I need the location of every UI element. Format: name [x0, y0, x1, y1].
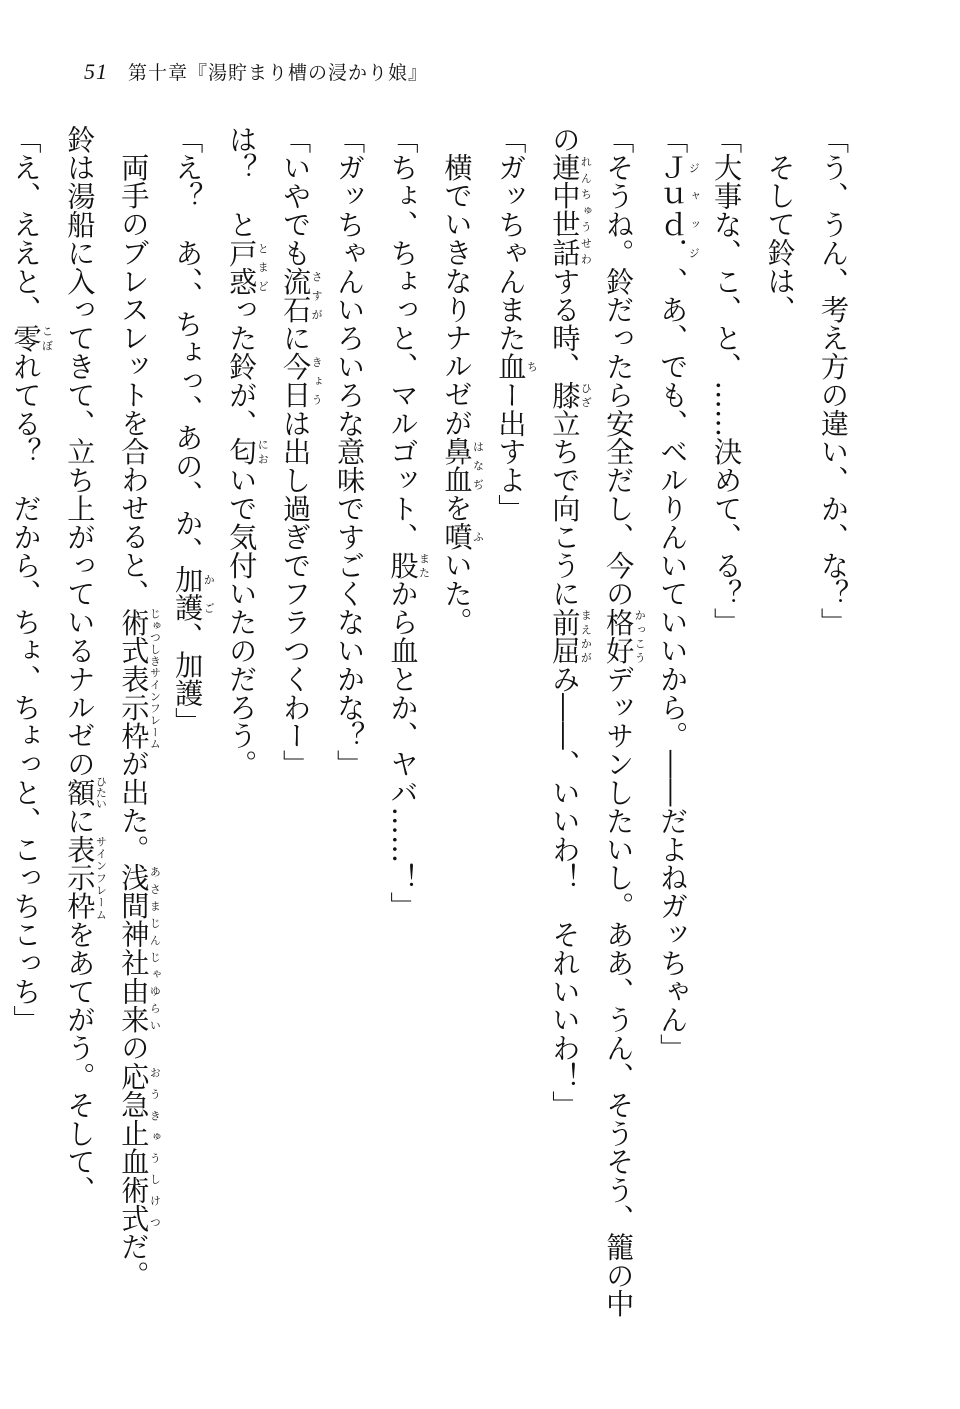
text-line — [700, 125, 753, 1365]
text-segment: 「ちょ、ちょっと、マルゴット、 — [386, 125, 420, 551]
page-number: 51 — [84, 59, 108, 84]
ruby-word — [171, 565, 216, 623]
ruby-word — [440, 437, 485, 494]
ruby-base: 前屈 — [548, 607, 582, 665]
text-line — [807, 125, 860, 1365]
furigana: こぼ — [40, 323, 54, 353]
text-line — [107, 125, 161, 1365]
ruby-word — [63, 835, 108, 921]
ruby-word — [117, 607, 162, 750]
text-segment: 、あ、でも、ベルりんいていいから。――だよねガッちゃん」 — [656, 267, 690, 1063]
vertical-body-text — [9, 125, 860, 1365]
text-segment: 「う、うん、考え方の違い、か、な？」 — [817, 125, 850, 637]
text-segment: を — [440, 494, 474, 523]
furigana: かご — [202, 565, 216, 623]
text-segment: 「 — [656, 125, 690, 154]
text-line — [269, 125, 323, 1365]
ruby-word — [656, 153, 701, 268]
ruby-word — [548, 153, 593, 268]
text-segment: 「ガッちゃんいろいろな意味ですごくないかな？」 — [333, 125, 367, 779]
text-segment: ー出すよ」 — [494, 380, 528, 523]
text-line — [0, 125, 53, 1365]
ruby-base: 連中世話 — [548, 153, 582, 268]
ruby-base: 零 — [9, 323, 43, 353]
text-segment: 「いやでも — [279, 125, 313, 267]
furigana: おうきゅうしけつ — [148, 1062, 162, 1233]
text-line — [376, 125, 430, 1365]
ruby-word — [225, 437, 270, 466]
ruby-base: 股 — [386, 551, 420, 580]
text-segment: そして鈴は、 — [763, 153, 797, 324]
ruby-base: 戸惑 — [225, 238, 259, 296]
ruby-base: Ｊｕｄ． — [656, 153, 690, 268]
text-segment: 「大事な、こ、と、……決めて、る？」 — [710, 125, 744, 637]
text-segment: いで気付いたのだろう。 — [225, 465, 259, 779]
furigana: ひざ — [579, 380, 593, 410]
ruby-word — [602, 607, 647, 665]
text-segment: デッサンしたいし。ああ、うん、そうそう、籠の中 — [602, 664, 636, 1318]
furigana: まえかが — [579, 607, 593, 665]
ruby-word — [9, 323, 54, 353]
text-segment: った鈴が、 — [225, 295, 259, 438]
text-segment: 、加護」 — [171, 622, 205, 736]
ruby-base: 術式表示枠 — [117, 607, 151, 750]
ruby-base: 噴 — [440, 522, 474, 551]
text-segment: をあてがう。そして、 — [63, 920, 97, 1205]
text-segment: から血とか、ヤバ……！」 — [386, 579, 420, 921]
text-line — [592, 125, 646, 1365]
furigana: また — [417, 551, 431, 580]
ruby-word — [440, 522, 485, 551]
text-segment: 立ちで向こうに — [548, 409, 582, 608]
text-line — [161, 125, 215, 1365]
ruby-base: 膝 — [548, 380, 582, 410]
text-segment: の — [117, 1033, 151, 1063]
furigana: ふ — [471, 522, 485, 551]
ruby-base: 加護 — [171, 565, 205, 623]
text-segment: 「ガッちゃんまた — [494, 125, 528, 353]
text-segment: 「え、ええと、 — [9, 125, 43, 324]
furigana: サインフレーム — [94, 835, 108, 921]
text-line — [430, 125, 484, 1365]
furigana: さすが — [310, 267, 324, 324]
text-line — [753, 125, 806, 1365]
ruby-word — [117, 1062, 162, 1233]
ruby-base: 浅間神社由来 — [117, 863, 151, 1034]
ruby-word — [279, 352, 324, 410]
text-segment: み――、いいわ！ それいいわ！」 — [548, 664, 582, 1120]
ruby-word — [494, 352, 539, 381]
chapter-title: 第十章『湯貯まり槽の浸かり娘』 — [128, 62, 429, 84]
ruby-word — [117, 863, 162, 1034]
text-line — [53, 125, 107, 1365]
ruby-word — [63, 775, 108, 809]
ruby-word — [548, 607, 593, 665]
running-header — [84, 58, 428, 85]
furigana: じゅつしきサインフレーム — [148, 607, 162, 750]
ruby-base: 鼻血 — [440, 437, 474, 494]
text-segment: が出た。 — [117, 749, 151, 864]
text-line — [215, 125, 269, 1365]
text-line — [646, 125, 700, 1365]
text-segment: に — [63, 806, 97, 836]
ruby-base: 額 — [63, 775, 97, 809]
ruby-base: 応急止血術式 — [117, 1062, 151, 1233]
text-segment: する時、 — [548, 267, 582, 381]
text-line — [323, 125, 376, 1365]
text-segment: 「え？ あ、、ちょっ、あの、か、 — [171, 125, 205, 566]
furigana: ち — [525, 352, 539, 381]
furigana: あさまじんじゃゆらい — [148, 863, 162, 1034]
furigana: にお — [256, 437, 270, 466]
furigana: きょう — [310, 352, 324, 410]
ruby-base: 格好 — [602, 607, 636, 665]
furigana: れんちゅうせわ — [579, 153, 593, 268]
ruby-word — [548, 380, 593, 410]
furigana: ひたい — [94, 775, 108, 809]
text-segment: れてる？ だから、ちょ、ちょっと、こっちこっち」 — [9, 352, 43, 1034]
text-segment: いた。 — [440, 550, 474, 637]
ruby-base: 表示枠 — [63, 835, 97, 921]
furigana: はなぢ — [471, 437, 485, 494]
ruby-base: 今日 — [279, 352, 313, 410]
furigana: ジャッジ — [687, 153, 701, 267]
text-segment: は？ と — [225, 125, 259, 239]
ruby-base: 血 — [494, 352, 528, 381]
furigana: とまど — [256, 238, 270, 296]
ruby-base: 匂 — [225, 437, 259, 466]
ruby-word — [279, 267, 324, 324]
furigana: かっこう — [633, 607, 647, 665]
text-line — [484, 125, 538, 1365]
text-line — [538, 125, 592, 1365]
text-segment: 横でいきなりナルゼが — [440, 153, 474, 438]
text-segment: は出し過ぎでフラつくわー」 — [279, 409, 313, 779]
text-segment: 両手のブレスレットを合わせると、 — [117, 153, 151, 608]
text-segment: 「そうね。鈴だったら安全だし、今の — [602, 125, 636, 608]
ruby-word — [386, 551, 431, 580]
text-segment: 鈴は湯船に入ってきて、立ち上がっているナルゼの — [63, 125, 97, 779]
ruby-base: 流石 — [279, 267, 313, 324]
text-segment: だ。 — [117, 1232, 151, 1290]
text-segment: に — [279, 323, 313, 353]
text-segment: の — [548, 125, 582, 154]
ruby-word — [225, 238, 270, 296]
